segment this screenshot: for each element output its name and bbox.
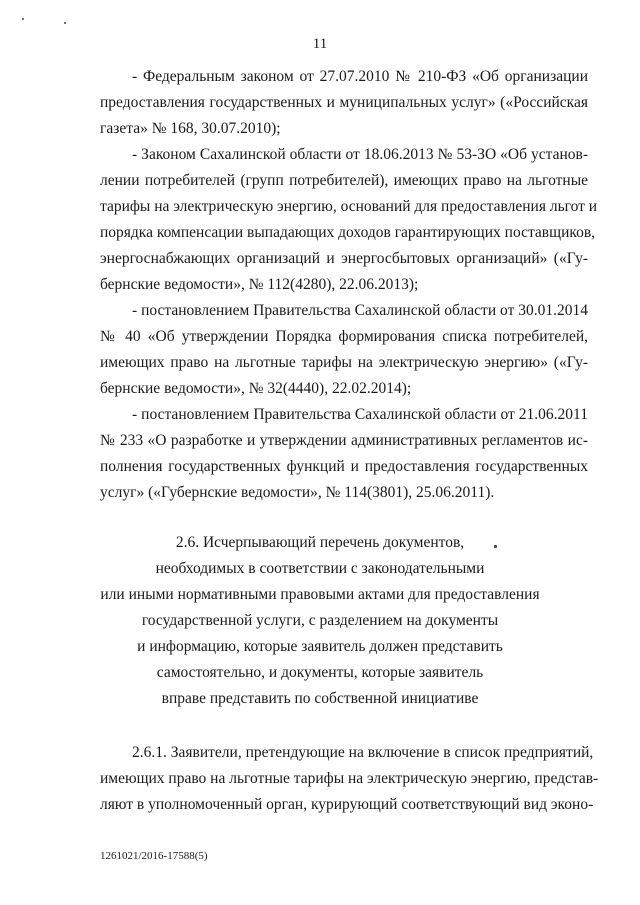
heading-line: 2.6. Исчерпывающий перечень документов, (175, 534, 465, 551)
text-line: - Федеральным законом от 27.07.2010 № 210-ФЗ «Об организации (132, 68, 588, 85)
text-line: бернские ведомости», № 32(4440), 22.02.2014); (100, 380, 412, 397)
text-line: - постановлением Правительства Сахалинской области от 30.01.2014 (132, 302, 588, 319)
heading-line: или иными нормативными правовыми актами для предоставления (100, 586, 540, 603)
heading-line: вправе представить по собственной инициативе (161, 690, 479, 707)
text-line: ляют в уполномоченный орган, курирующий соответствующий вид эконо- (100, 796, 594, 813)
text-line: - постановлением Правительства Сахалинской области от 21.06.2011 (132, 406, 588, 423)
heading-line: необходимых в соответствии с законодательными (155, 560, 485, 577)
text-line: услуг» («Губернские ведомости», № 114(3801), 25.06.2011). (100, 484, 495, 501)
text-line: лении потребителей (групп потребителей), имеющих право на льготные (100, 172, 588, 189)
section-heading (0, 530, 640, 712)
text-line: 2.6.1. Заявители, претендующие на включение в список предприятий, (132, 744, 594, 761)
heading-line: самостоятельно, и документы, которые заявитель (156, 664, 484, 681)
legal-basis-list (100, 64, 598, 506)
page-number: 11 (312, 36, 328, 52)
text-line: тарифы на электрическую энергию, оснований для предоставления льгот и (100, 198, 598, 215)
section-2-6-1-paragraph (100, 740, 599, 818)
text-line: предоставления государственных и муниципальных услуг» («Российская (100, 94, 588, 111)
text-line: порядка компенсации выпадающих доходов гарантирующих поставщиков, (100, 224, 596, 241)
text-line: газета» № 168, 30.07.2010); (100, 120, 281, 137)
text-line: имеющих право на льготные тарифы на электрическую энергию, представ- (100, 770, 599, 787)
text-line: полнения государственных функций и предоставления государственных (100, 458, 588, 475)
heading-line: и информацию, которые заявитель должен представить (137, 638, 503, 655)
text-line: имеющих право на льготные тарифы на электрическую энергию» («Гу- (100, 354, 588, 371)
document-code: 1261021/2016-17588(5) (100, 850, 208, 862)
text-line: энергоснабжающих организаций и энергосбытовых организаций» («Гу- (100, 250, 588, 267)
text-line: бернские ведомости», № 112(4280), 22.06.2013); (100, 276, 419, 293)
text-line: № 233 «О разработке и утверждении административных регламентов ис- (100, 432, 588, 449)
text-line: № 40 «Об утверждении Порядка формирования списка потребителей, (100, 328, 588, 345)
text-line: - Законом Сахалинской области от 18.06.2013 № 53-ЗО «Об установ- (132, 146, 588, 163)
heading-line: государственной услуги, с разделением на документы (141, 612, 499, 629)
